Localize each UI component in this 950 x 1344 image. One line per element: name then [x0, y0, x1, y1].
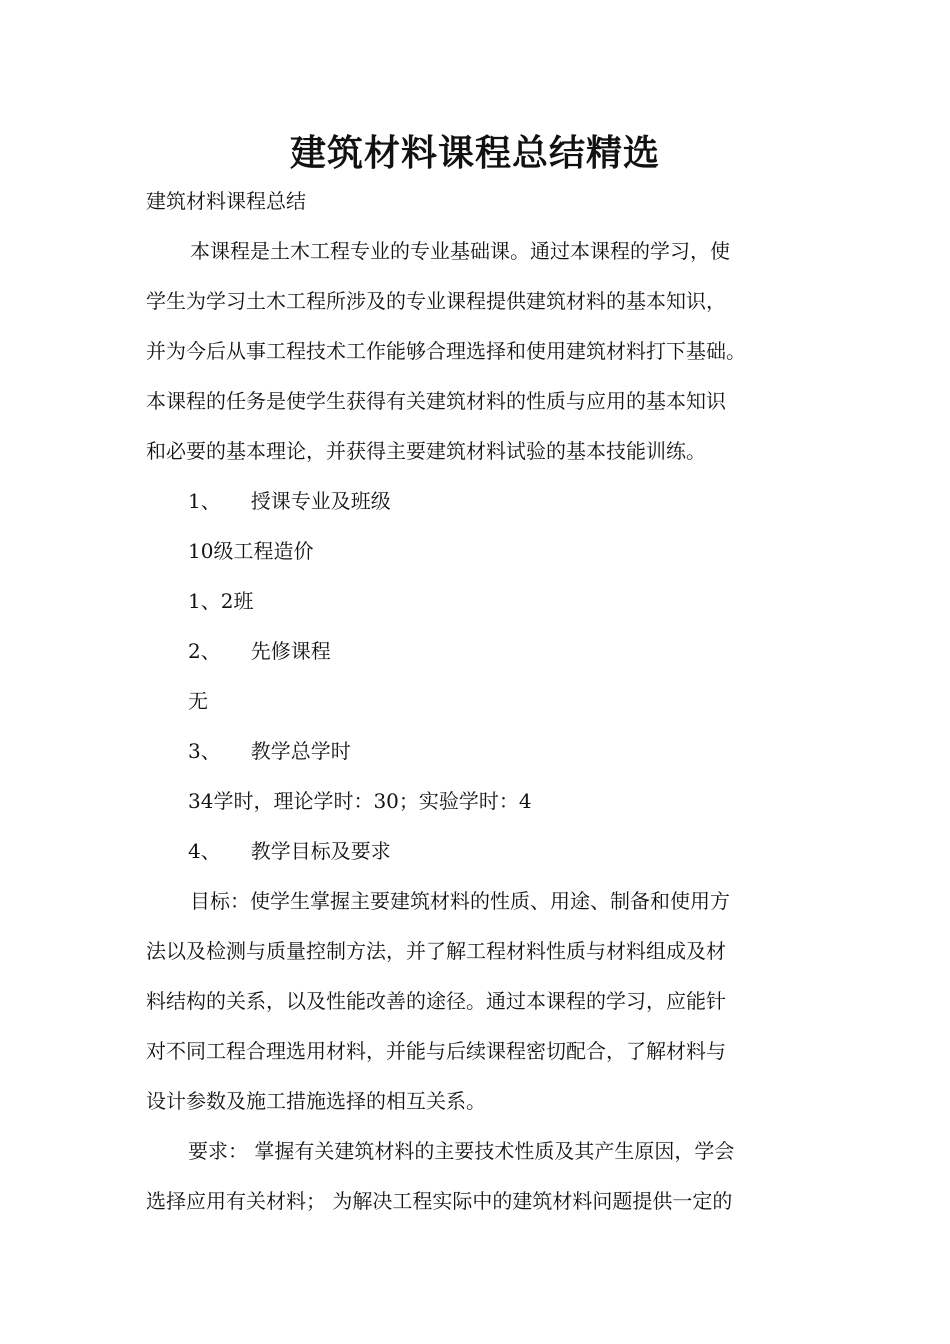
intro-line-2: 学生为学习土木工程所涉及的专业课程提供建筑材料的基本知识，: [146, 289, 726, 313]
section-1-content-2: 1、2班: [188, 589, 254, 613]
goal-line-4: 对不同工程合理选用材料，并能与后续课程密切配合，了解材料与: [146, 1039, 726, 1063]
section-heading-1: [188, 486, 391, 516]
section-title-4: 教学目标及要求: [250, 839, 391, 863]
section-1-content-1: 10级工程造价: [188, 539, 314, 563]
section-number-1: 1、: [188, 489, 221, 513]
requirement-line-1: 要求： 掌握有关建筑材料的主要技术性质及其产生原因，学会: [188, 1139, 735, 1163]
section-title-2: 先修课程: [250, 639, 331, 663]
section-heading-4: [188, 836, 391, 866]
document-subtitle: 建筑材料课程总结: [146, 189, 306, 213]
document-title: 建筑材料课程总结精选: [289, 133, 660, 174]
intro-line-3: 并为今后从事工程技术工作能够合理选择和使用建筑材料打下基础。: [146, 339, 746, 363]
requirement-line-2: 选择应用有关材料； 为解决工程实际中的建筑材料问题提供一定的: [146, 1189, 733, 1213]
intro-line-4: 本课程的任务是使学生获得有关建筑材料的性质与应用的基本知识: [146, 389, 726, 413]
goal-line-5: 设计参数及施工措施选择的相互关系。: [146, 1089, 486, 1113]
section-number-2: 2、: [188, 639, 221, 663]
intro-line-5: 和必要的基本理论，并获得主要建筑材料试验的基本技能训练。: [146, 439, 706, 463]
section-number-4: 4、: [188, 839, 221, 863]
goal-line-3: 料结构的关系，以及性能改善的途径。通过本课程的学习，应能针: [146, 989, 726, 1013]
section-title-3: 教学总学时: [250, 739, 351, 763]
section-2-content-1: 无: [188, 689, 208, 713]
goal-line-1: 目标：使学生掌握主要建筑材料的性质、用途、制备和使用方: [190, 889, 730, 913]
section-heading-3: [188, 736, 351, 766]
section-3-content-1: 34学时，理论学时：30；实验学时：4: [188, 789, 532, 813]
section-number-3: 3、: [188, 739, 221, 763]
section-heading-2: [188, 636, 331, 666]
section-title-1: 授课专业及班级: [250, 489, 391, 513]
intro-line-1: 本课程是土木工程专业的专业基础课。通过本课程的学习，使: [190, 239, 730, 263]
goal-line-2: 法以及检测与质量控制方法，并了解工程材料性质与材料组成及材: [146, 939, 726, 963]
